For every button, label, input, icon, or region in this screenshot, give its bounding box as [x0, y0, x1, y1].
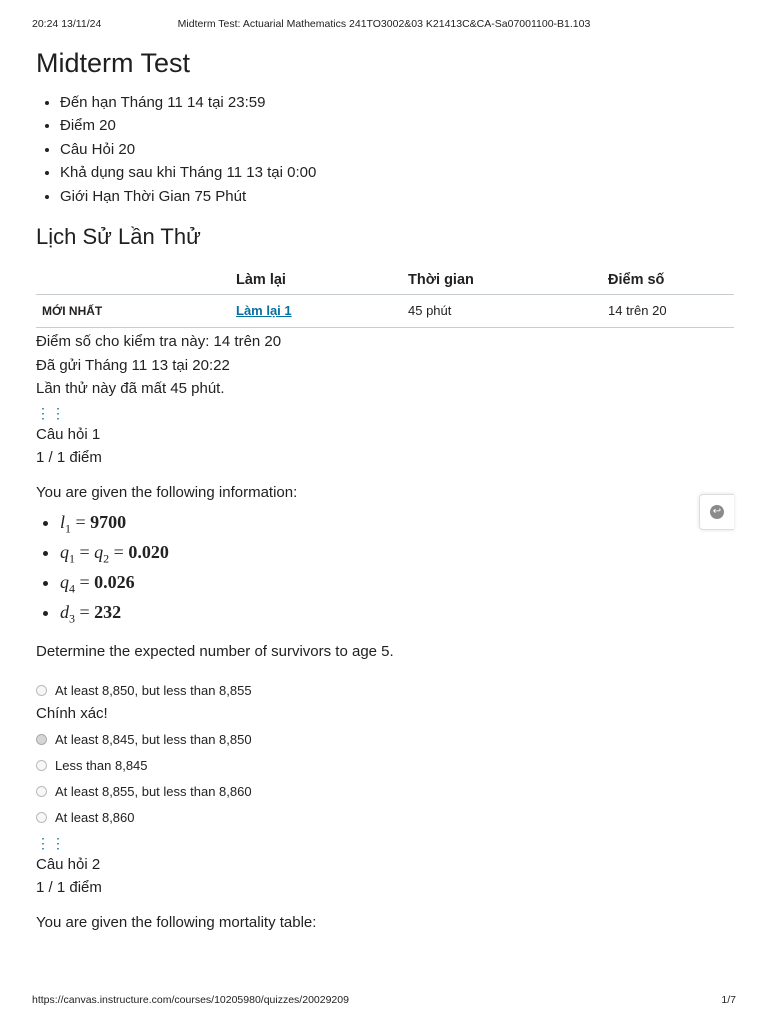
question-1-title: Câu hỏi 1 [36, 425, 101, 443]
header-retake: Làm lại [230, 264, 402, 295]
radio-button-selected[interactable] [36, 734, 47, 745]
fact-q4: • $q_4 = 0.026$ [60, 571, 734, 601]
page-title: Midterm Test [36, 48, 191, 78]
print-footer [32, 994, 736, 1006]
detail-questions: • Câu Hỏi 20 [60, 138, 734, 161]
quiz-content [36, 44, 734, 941]
radio-button[interactable] [36, 812, 47, 823]
answer-label: At least 8,845, but less than 8,850 [55, 732, 252, 748]
question-2-points: 1 / 1 điểm [36, 879, 102, 897]
answer-label: Less than 8,845 [55, 758, 148, 774]
retake-link[interactable]: Làm lại 1 [236, 303, 292, 319]
feedback-button[interactable] [699, 494, 734, 530]
radio-button[interactable] [36, 760, 47, 771]
print-title: Midterm Test: Actuarial Mathematics 241TO3002&03 K21413C&CA-Sa07001100-B1.103 [177, 18, 591, 30]
fact-q1-q2: • $q_1 = q_2 = 0.020$ [60, 541, 734, 571]
summary-submitted: Đã gửi Tháng 11 13 tại 20:22 [36, 356, 230, 374]
table-row [36, 295, 734, 328]
attempt-summary [36, 330, 734, 401]
attempt-score: 14 trên 20 [602, 295, 734, 328]
print-url: https://canvas.instructure.com/courses/10205980/quizzes/20029209 [32, 994, 349, 1006]
answer-option-selected[interactable] [36, 727, 734, 753]
question-1 [36, 423, 734, 831]
correct-answer-label: Chính xác! [36, 704, 108, 722]
attempt-retake-cell [230, 295, 402, 328]
header-empty [36, 264, 230, 295]
quiz-details [36, 91, 734, 208]
table-header-row [36, 264, 734, 295]
fact-q4-value: 0.026 [94, 571, 135, 592]
answer-label: At least 8,855, but less than 8,860 [55, 784, 252, 800]
print-page-number: 1/7 [721, 994, 736, 1006]
fact-l1: • $l_1 = 9700$ [60, 511, 734, 541]
answer-label: At least 8,850, but less than 8,855 [55, 683, 252, 699]
fact-d3: • $d_3 = 232$ [60, 601, 734, 631]
question-2-title: Câu hỏi 2 [36, 855, 101, 873]
fact-l1-value: 9700 [90, 511, 127, 532]
detail-due: • Đến hạn Tháng 11 14 tại 23:59 [60, 91, 734, 114]
answer-label: At least 8,860 [55, 810, 135, 826]
radio-button[interactable] [36, 786, 47, 797]
header-score: Điểm số [602, 264, 734, 295]
answer-option[interactable] [36, 805, 734, 831]
print-header [32, 18, 736, 32]
feedback-icon: ↩ [710, 505, 724, 519]
summary-duration: Lần thử này đã mất 45 phút. [36, 380, 225, 398]
detail-points: • Điểm 20 [60, 114, 734, 137]
question-2-intro: You are given the following mortality table: [36, 913, 317, 931]
drag-handle-icon[interactable]: ⋮⋮ [36, 834, 66, 851]
detail-time-limit: • Giới Hạn Thời Gian 75 Phút [60, 185, 734, 208]
question-1-facts [36, 511, 734, 631]
attempt-time: 45 phút [402, 295, 602, 328]
question-1-intro: You are given the following information: [36, 483, 298, 501]
attempt-label: MỚI NHẤT [36, 295, 230, 328]
question-1-points: 1 / 1 điểm [36, 449, 102, 467]
drag-handle-icon[interactable]: ⋮⋮ [36, 404, 66, 421]
attempt-history-heading: Lịch Sử Lần Thử [36, 224, 201, 250]
header-time: Thời gian [402, 264, 602, 295]
radio-button[interactable] [36, 685, 47, 696]
question-2 [36, 853, 734, 931]
answer-option[interactable] [36, 678, 734, 704]
summary-score: Điểm số cho kiểm tra này: 14 trên 20 [36, 333, 282, 351]
attempt-history-table [36, 264, 734, 328]
answer-option[interactable] [36, 779, 734, 805]
question-1-prompt: Determine the expected number of survivors to age 5. [36, 642, 394, 660]
print-datetime: 20:24 13/11/24 [32, 18, 102, 30]
fact-q12-value: 0.020 [128, 541, 169, 562]
detail-available: • Khả dụng sau khi Tháng 11 13 tại 0:00 [60, 161, 734, 184]
fact-d3-value: 232 [94, 601, 122, 622]
answer-option[interactable] [36, 753, 734, 779]
